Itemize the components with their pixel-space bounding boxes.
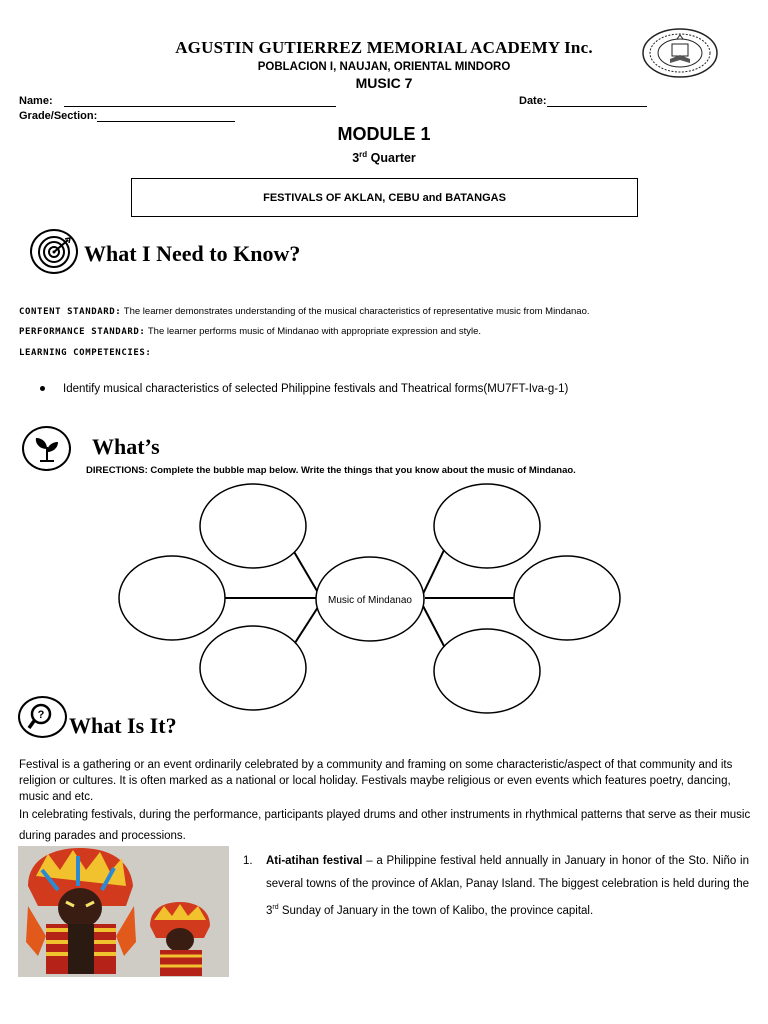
- content-standard: [19, 306, 590, 317]
- ati-atihan-festival-image: [18, 846, 229, 977]
- target-icon: [30, 229, 78, 274]
- grade-section-line: [97, 110, 235, 122]
- bubble-center-label: Music of Mindanao: [328, 595, 412, 606]
- festival-item-text-a: – a Philippine festival held annually in January in honor of the Sto. Niño in several towns of the province of Aklan, Panay Island. The biggest celebration is held during the 3: [266, 855, 749, 917]
- bubble-mid-left[interactable]: [119, 556, 225, 640]
- content-standard-label: CONTENT STANDARD:: [19, 307, 122, 317]
- quarter-label: [0, 150, 768, 165]
- need-to-know-heading: What I Need to Know?: [84, 241, 301, 266]
- svg-text:?: ?: [37, 709, 44, 721]
- festival-definition: Festival is a gathering or an event ordinarily celebrated by a community and framing on some characteristic/aspect of that community and its religion or cultures. It is often marked as a national or local holiday. Festivals maybe religious or even events which features poetry, dancing, music and etc.: [19, 759, 733, 803]
- bubble-map: [110, 478, 630, 720]
- what-is-it-heading: What Is It?: [69, 713, 177, 738]
- quarter-superscript: rd: [359, 150, 368, 159]
- grade-section-label: Grade/Section:: [19, 110, 98, 122]
- quarter-number: 3: [352, 151, 360, 166]
- connector-top-right: [422, 548, 445, 596]
- festival-item-number: 1.: [243, 855, 253, 867]
- learning-competencies-label: LEARNING COMPETENCIES:: [19, 348, 152, 358]
- connector-top-left: [293, 550, 320, 596]
- grade-section-field[interactable]: [19, 110, 235, 122]
- bubble-bottom-right[interactable]: [434, 629, 540, 713]
- topic-box: [131, 178, 638, 217]
- performance-standard: [19, 326, 481, 337]
- performance-standard-text: The learner performs music of Mindanao with appropriate expression and style.: [145, 326, 482, 337]
- school-address: POBLACION I, NAUJAN, ORIENTAL MINDORO: [257, 61, 511, 73]
- bullet-icon: [40, 386, 45, 391]
- quarter-word: Quarter: [370, 151, 416, 166]
- name-line: [64, 95, 336, 107]
- name-label: Name:: [19, 95, 53, 107]
- whats-heading: What’s: [92, 434, 160, 459]
- learning-competencies: [19, 347, 151, 358]
- festival-item-title: Ati-atihan festival: [266, 855, 363, 867]
- bubble-mid-right[interactable]: [514, 556, 620, 640]
- festival-item-text-b: Sunday of January in the town of Kalibo, the province capital.: [278, 904, 594, 917]
- performance-standard-label: PERFORMANCE STANDARD:: [19, 327, 146, 337]
- festival-celebration-paragraph: In celebrating festivals, during the performance, participants played drums and other instruments in rhythmical patterns that serve as their music during parades and processions.: [19, 809, 751, 842]
- school-name: AGUSTIN GUTIERREZ MEMORIAL ACADEMY Inc.: [175, 38, 593, 57]
- festival-item-sup: rd: [272, 904, 279, 911]
- plant-icon: [22, 426, 71, 471]
- connector-bottom-left: [293, 604, 320, 646]
- date-field[interactable]: [519, 95, 647, 107]
- competency-item: [40, 383, 568, 395]
- magnifier-question-icon: [18, 696, 67, 738]
- connector-bottom-right: [422, 604, 445, 648]
- module-title: MODULE 1: [337, 124, 431, 144]
- directions-text: DIRECTIONS: Complete the bubble map below. Write the things that you know about the music of Mindanao.: [86, 465, 576, 476]
- school-seal-icon: [641, 27, 719, 79]
- festival-item-description: [266, 850, 749, 923]
- date-label: Date:: [519, 95, 547, 107]
- content-standard-text: The learner demonstrates understanding of the musical characteristics of representative music from Mindanao.: [121, 306, 590, 317]
- bubble-bottom-left[interactable]: [200, 626, 306, 710]
- date-line: [547, 95, 647, 107]
- topic-title: FESTIVALS OF AKLAN, CEBU and BATANGAS: [263, 191, 506, 204]
- subject-title: MUSIC 7: [355, 75, 413, 91]
- bubble-top-right[interactable]: [434, 484, 540, 568]
- competency-text: Identify musical characteristics of selected Philippine festivals and Theatrical forms(MU7FT-Iva-g-1): [63, 383, 569, 395]
- name-field[interactable]: [19, 95, 336, 107]
- bubble-top-left[interactable]: [200, 484, 306, 568]
